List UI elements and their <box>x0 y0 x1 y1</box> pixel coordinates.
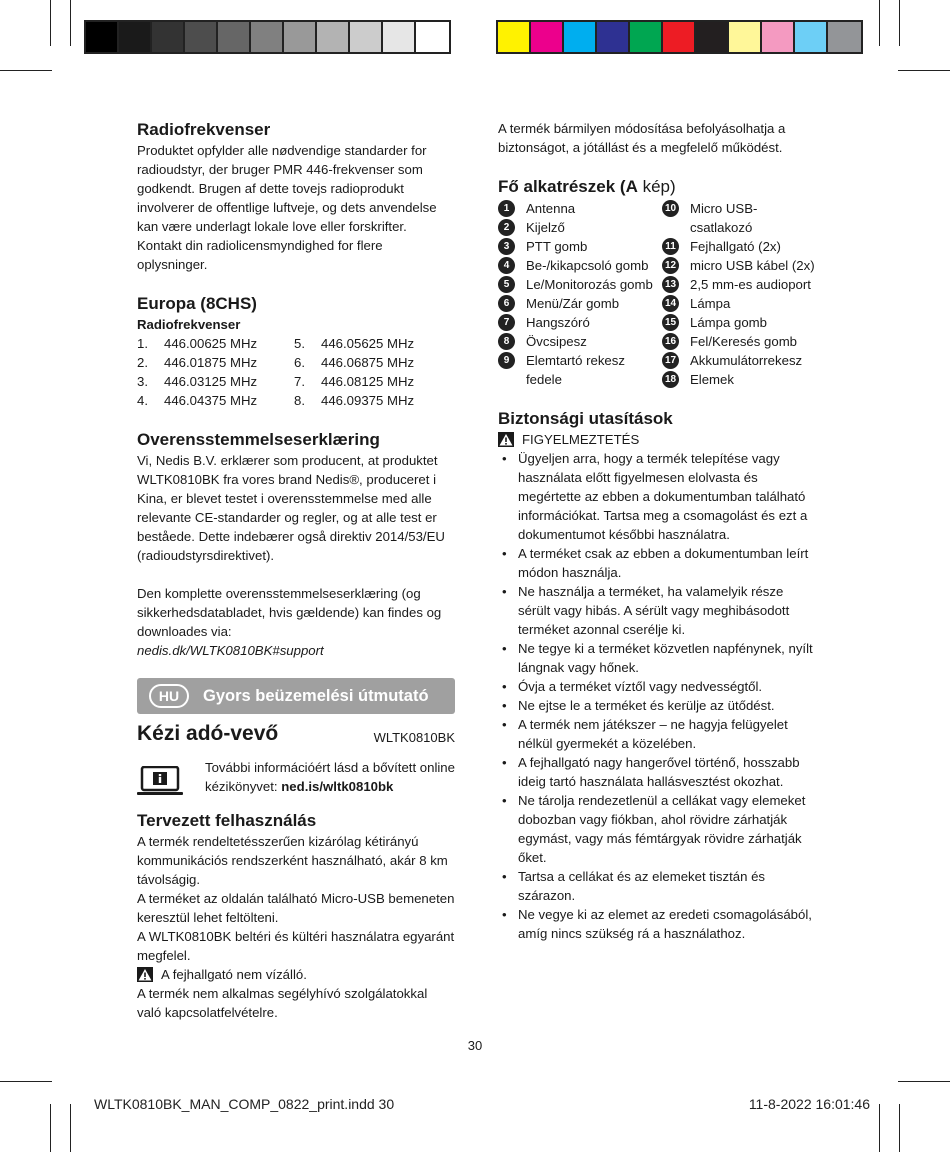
part-number: 9 <box>498 352 515 369</box>
product-title: Kézi adó-vevő <box>137 722 279 745</box>
language-badge: HU <box>149 684 189 708</box>
part-item <box>498 218 662 237</box>
crop-mark <box>899 0 900 46</box>
color-swatch <box>597 22 630 52</box>
color-swatch <box>152 22 185 52</box>
safety-item <box>498 449 816 544</box>
crop-mark <box>898 70 950 71</box>
part-number: 12 <box>662 257 679 274</box>
main-parts-heading: Fő alkatrészek (A kép) <box>498 177 676 196</box>
intended-use-p1: A termék rendeltetésszerűen kizárólag kétirányú kommunikációs rendszerként használható, akár 8 km távolságig. <box>137 834 448 887</box>
safety-item <box>498 905 816 943</box>
safety-text: Ne ejtse le a terméket és kerülje az ütődést. <box>518 698 775 713</box>
grayscale-color-bar <box>84 20 451 54</box>
intended-use-p2: A terméket az oldalán található Micro-USB bemeneten keresztül lehet feltölteni. <box>137 891 455 925</box>
crop-mark <box>898 1081 950 1082</box>
bullet-icon: • <box>502 869 507 884</box>
europe-heading: Europa (8CHS) <box>137 294 257 313</box>
safety-text: A terméket csak az ebben a dokumentumban leírt módon használja. <box>518 546 809 580</box>
part-name: PTT gomb <box>526 239 588 254</box>
color-swatch <box>86 22 119 52</box>
bullet-icon: • <box>502 584 507 599</box>
bullet-icon: • <box>502 546 507 561</box>
left-column <box>137 119 455 1022</box>
part-name: Lámpa <box>690 296 731 311</box>
bullet-icon: • <box>502 679 507 694</box>
europe-subheading: Radiofrekvenser <box>137 317 241 332</box>
frequency-index: 2. <box>137 355 148 370</box>
part-item <box>498 294 662 313</box>
page-number: 30 <box>467 1038 483 1053</box>
part-item <box>662 199 816 237</box>
color-swatch <box>729 22 762 52</box>
parts-list-right <box>662 199 816 389</box>
safety-heading: Biztonsági utasítások <box>498 409 673 428</box>
radio-text: Produktet opfylder alle nødvendige standarder for radioudstyr, der bruger PMR 446-frekvenser som godkendt. Brugen af dette tovejs radioprodukt involverer de offentlige luftveje, og dets anvendelse kan være underlagt lokale love eller forskrifter. Kontakt din radiolicensmyndighed for flere oplysninger. <box>137 143 437 272</box>
part-name: Menü/Zár gomb <box>526 296 620 311</box>
part-name: micro USB kábel (2x) <box>690 258 815 273</box>
part-number: 18 <box>662 371 679 388</box>
safety-item <box>498 753 816 791</box>
part-name: Micro USB-csatlakozó <box>690 201 758 235</box>
part-item <box>498 332 662 351</box>
part-name: Antenna <box>526 201 576 216</box>
bullet-icon: • <box>502 641 507 656</box>
frequency-value: 446.08125 MHz <box>321 374 415 389</box>
part-number: 3 <box>498 238 515 255</box>
crop-mark <box>0 1081 52 1082</box>
frequency-index: 3. <box>137 374 148 389</box>
part-name: Fel/Keresés gomb <box>690 334 798 349</box>
color-swatch <box>317 22 350 52</box>
part-item <box>662 275 816 294</box>
color-swatch <box>531 22 564 52</box>
safety-text: A fejhallgató nagy hangerővel történő, hosszabb ideig tartó használata hallásvesztést okozhat. <box>518 755 800 789</box>
file-slug: WLTK0810BK_MAN_COMP_0822_print.indd 30 <box>94 1096 395 1112</box>
bullet-icon: • <box>502 755 507 770</box>
right-column <box>498 119 816 943</box>
conformity-text: Vi, Nedis B.V. erklærer som producent, at produktet WLTK0810BK fra vores brand Nedis®, produceret i Kina, er blevet testet i overensstemmelse med alle relevante CE-standarder og regler, og at alle test er beståede. Dette indebærer også direktiv 2014/53/EU (radioudstyrsdirektivet). <box>137 453 445 563</box>
part-item <box>498 237 662 256</box>
part-number: 17 <box>662 352 679 369</box>
color-swatch <box>828 22 861 52</box>
part-name: Akkumulátorrekesz <box>690 353 803 368</box>
part-name: Övcsipesz <box>526 334 587 349</box>
part-item <box>498 199 662 218</box>
date-slug: 11-8-2022 16:01:46 <box>748 1096 870 1112</box>
part-number: 8 <box>498 333 515 350</box>
safety-text: Ne tárolja rendezetlenül a cellákat vagy elemeket dobozban vagy fiókban, ahol rövidre zárhatják egymást, vagy más fémtárgyak rövidre zárhatják őket. <box>518 793 806 865</box>
radio-heading: Radiofrekvenser <box>137 120 271 139</box>
safety-text: Ne használja a terméket, ha valamelyik része sérült vagy hibás. A sérült vagy meghibásodott terméket azonnal cserélje ki. <box>518 584 790 637</box>
part-item <box>662 294 816 313</box>
part-item <box>662 256 816 275</box>
color-swatch <box>185 22 218 52</box>
bullet-icon: • <box>502 698 507 713</box>
headphone-warning: A fejhallgató nem vízálló. <box>161 967 307 982</box>
frequency-value: 446.00625 MHz <box>164 336 258 351</box>
color-swatch <box>350 22 383 52</box>
info-text: További információért lásd a bővített online kézikönyvet: <box>205 760 455 794</box>
safety-text: Tartsa a cellákat és az elemeket tisztán és szárazon. <box>518 869 766 903</box>
conformity-text-2: Den komplette overensstemmelseserklæring (og sikkerhedsdatabladet, hvis gældende) kan findes og downloades via: <box>137 586 442 639</box>
support-link[interactable]: nedis.dk/WLTK0810BK#support <box>137 643 324 658</box>
part-item <box>498 256 662 275</box>
color-swatch <box>630 22 663 52</box>
safety-list <box>498 449 816 943</box>
part-number: 16 <box>662 333 679 350</box>
part-number: 11 <box>662 238 679 255</box>
safety-item <box>498 677 816 696</box>
crop-mark <box>70 1104 71 1152</box>
part-item <box>662 237 816 256</box>
part-item <box>498 275 662 294</box>
frequency-index: 7. <box>294 374 305 389</box>
safety-text: Ne vegye ki az elemet az eredeti csomagolásából, amíg nincs szükség rá a használathoz. <box>518 907 812 941</box>
warning-label: FIGYELMEZTETÉS <box>522 432 640 447</box>
color-swatch <box>383 22 416 52</box>
part-number: 4 <box>498 257 515 274</box>
intended-use-heading: Tervezett felhasználás <box>137 811 317 830</box>
color-swatch <box>696 22 729 52</box>
color-swatch <box>284 22 317 52</box>
part-number: 6 <box>498 295 515 312</box>
frequency-value: 446.04375 MHz <box>164 393 258 408</box>
part-number: 14 <box>662 295 679 312</box>
frequency-index: 6. <box>294 355 305 370</box>
part-name: Elemtartó rekesz fedele <box>526 353 625 387</box>
part-number: 10 <box>662 200 679 217</box>
warning-icon <box>498 432 514 447</box>
conformity-heading: Overensstemmelseserklæring <box>137 430 380 449</box>
model-number: WLTK0810BK <box>373 730 455 745</box>
safety-item <box>498 867 816 905</box>
color-swatch <box>218 22 251 52</box>
part-name: Le/Monitorozás gomb <box>526 277 653 292</box>
part-item <box>498 351 662 389</box>
frequency-list <box>137 334 455 410</box>
safety-item <box>498 696 816 715</box>
part-name: Hangszóró <box>526 315 590 330</box>
part-number: 5 <box>498 276 515 293</box>
color-swatch <box>663 22 696 52</box>
bullet-icon: • <box>502 793 507 808</box>
color-swatch <box>251 22 284 52</box>
crop-mark <box>0 70 52 71</box>
frequency-index: 1. <box>137 336 148 351</box>
laptop-info-icon <box>137 766 183 796</box>
quick-start-banner <box>137 678 455 714</box>
crop-mark <box>879 1104 880 1152</box>
part-item <box>662 313 816 332</box>
quick-start-title: Gyors beüzemelési útmutató <box>203 686 429 705</box>
frequency-index: 8. <box>294 393 305 408</box>
part-item <box>662 370 816 389</box>
part-number: 13 <box>662 276 679 293</box>
frequency-value: 446.01875 MHz <box>164 355 258 370</box>
part-name: Elemek <box>690 372 734 387</box>
part-item <box>662 332 816 351</box>
color-swatch <box>498 22 531 52</box>
safety-item <box>498 544 816 582</box>
bullet-icon: • <box>502 717 507 732</box>
safety-text: A termék nem játékszer – ne hagyja felügyelet nélkül gyermekét a közelében. <box>518 717 788 751</box>
color-swatch <box>795 22 828 52</box>
frequency-index: 4. <box>137 393 148 408</box>
part-number: 15 <box>662 314 679 331</box>
bullet-icon: • <box>502 907 507 922</box>
frequency-index: 5. <box>294 336 305 351</box>
crop-mark <box>50 1104 51 1152</box>
part-name: Be-/kikapcsoló gomb <box>526 258 649 273</box>
safety-item <box>498 639 816 677</box>
part-item <box>498 313 662 332</box>
safety-item <box>498 715 816 753</box>
parts-list-left <box>498 199 662 389</box>
safety-text: Ügyeljen arra, hogy a termék telepítése vagy használata előtt figyelmesen elolvasta és megértette az ebben a dokumentumban található információkat. Tartsa meg a csomagolást és ezt a dokumentumot későbbi használatra. <box>518 451 808 542</box>
color-swatch <box>762 22 795 52</box>
part-name: Fejhallgató (2x) <box>690 239 781 254</box>
safety-text: Óvja a terméket víztől vagy nedvességtől. <box>518 679 763 694</box>
frequency-value: 446.05625 MHz <box>321 336 415 351</box>
modification-note: A termék bármilyen módosítása befolyásolhatja a biztonságot, a jótállást és a megfelelő működést. <box>498 121 786 155</box>
crop-mark <box>899 1104 900 1152</box>
bullet-icon: • <box>502 451 507 466</box>
part-name: Kijelző <box>526 220 565 235</box>
color-swatch <box>416 22 449 52</box>
manual-link[interactable]: ned.is/wltk0810bk <box>281 779 394 794</box>
crop-mark <box>879 0 880 46</box>
frequency-value: 446.06875 MHz <box>321 355 415 370</box>
intended-use-p4: A termék nem alkalmas segélyhívó szolgálatokkal való kapcsolatfelvételre. <box>137 986 428 1020</box>
process-color-bar <box>496 20 863 54</box>
frequency-value: 446.03125 MHz <box>164 374 258 389</box>
safety-item <box>498 791 816 867</box>
intended-use-p3: A WLTK0810BK beltéri és kültéri használatra egyaránt megfelel. <box>137 929 455 963</box>
crop-mark <box>70 0 71 46</box>
safety-item <box>498 582 816 639</box>
warning-icon <box>137 967 153 982</box>
color-swatch <box>119 22 152 52</box>
part-name: 2,5 mm-es audioport <box>690 277 811 292</box>
color-swatch <box>564 22 597 52</box>
part-number: 1 <box>498 200 515 217</box>
frequency-value: 446.09375 MHz <box>321 393 415 408</box>
safety-text: Ne tegye ki a terméket közvetlen napfénynek, nyílt lángnak vagy hőnek. <box>518 641 813 675</box>
part-number: 2 <box>498 219 515 236</box>
part-name: Lámpa gomb <box>690 315 767 330</box>
crop-mark <box>50 0 51 46</box>
part-number: 7 <box>498 314 515 331</box>
part-item <box>662 351 816 370</box>
